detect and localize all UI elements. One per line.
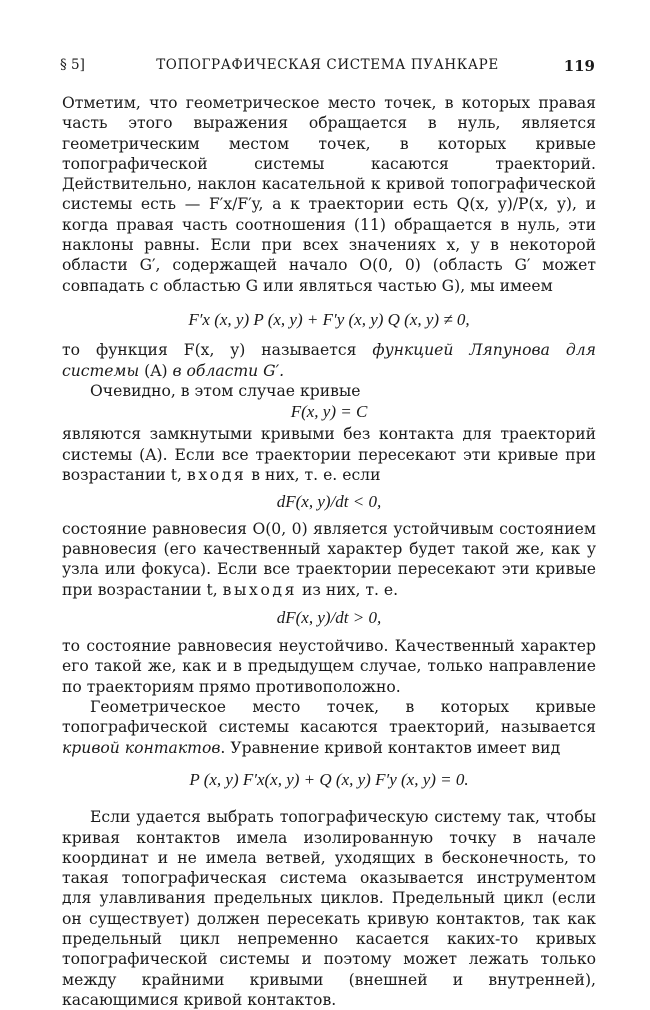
paragraph-4: являются замкнутыми кривыми без контакта для траекторий системы (A). Если все траектории пересекают эти кривые при возрастании t, входя в них, т. е. если [62, 425, 596, 485]
section-marker: § 5] [60, 57, 85, 73]
equation-derivative-positive: dF(x, y)/dt > 0, [276, 607, 382, 627]
equation-contact-curve: P (x, y) F′x(x, y) + Q (x, y) F′y (x, y) = 0. [189, 769, 469, 789]
paragraph-2: то функция F(x, y) называется функцией Ляпунова для системы (A) в области G′. [62, 341, 596, 380]
paragraph-3: Очевидно, в этом случае кривые [90, 381, 361, 400]
running-header [60, 57, 595, 79]
page-number: 119 [563, 57, 595, 75]
paragraph-5: состояние равновесия O(0, 0) является устойчивым состоянием равновесия (его качественный характер будет такой же, как у узла или фокуса). Если все траектории пересекают эти кривые при возрастании t, выходя из них, т. е. [62, 519, 596, 599]
equation-derivative-negative: dF(x, y)/dt < 0, [276, 492, 382, 512]
equation-lyapunov-condition: F′x (x, y) P (x, y) + F′y (x, y) Q (x, y) ≠ 0, [188, 309, 470, 329]
paragraph-8: Если удается выбрать топографическую систему так, чтобы кривая контактов имела изолированную точку в начале координат и не имела ветвей, уходящих в бесконечность, то такая топографическая система оказывается инструментом для улавливания предельных циклов. Предельный цикл (если он существует) должен пересекать кривую контактов, так как предельный цикл непременно касается каких-то кривых топографической системы и поэтому может лежать только между крайними кривыми (внешней и внутренней), касающимися кривой контактов. [62, 808, 596, 1009]
equation-level-curve: F(x, y) = C [290, 402, 368, 422]
running-title: ТОПОГРАФИЧЕСКАЯ СИСТЕМА ПУАНКАРЕ [156, 57, 499, 73]
paragraph-1: Отметим, что геометрическое место точек, в которых правая часть этого выражения обращается в нуль, является геометрическим местом точек, в которых кривые топографической системы касаются траекторий. Действительно, наклон касательной к кривой топографической системы есть — F′x/F′y, а к траектории есть Q(x, y)/P(x, y), и когда правая часть соотношения (11) обращается в нуль, эти наклоны равны. Если при всех значениях x, y в некоторой области G′, содержащей начало O(0, 0) (область G′ может совпадать с областью G или являться частью G), мы имеем [62, 94, 596, 295]
paragraph-6: то состояние равновесия неустойчиво. Качественный характер его такой же, как и в предыдущем случае, только направление по траекториям прямо противоположно. [62, 637, 596, 696]
page-body [62, 93, 596, 1010]
paragraph-7: Геометрическое место точек, в которых кривые топографической системы касаются траекторий, называется кривой контактов. Уравнение кривой контактов имеет вид [62, 698, 596, 757]
